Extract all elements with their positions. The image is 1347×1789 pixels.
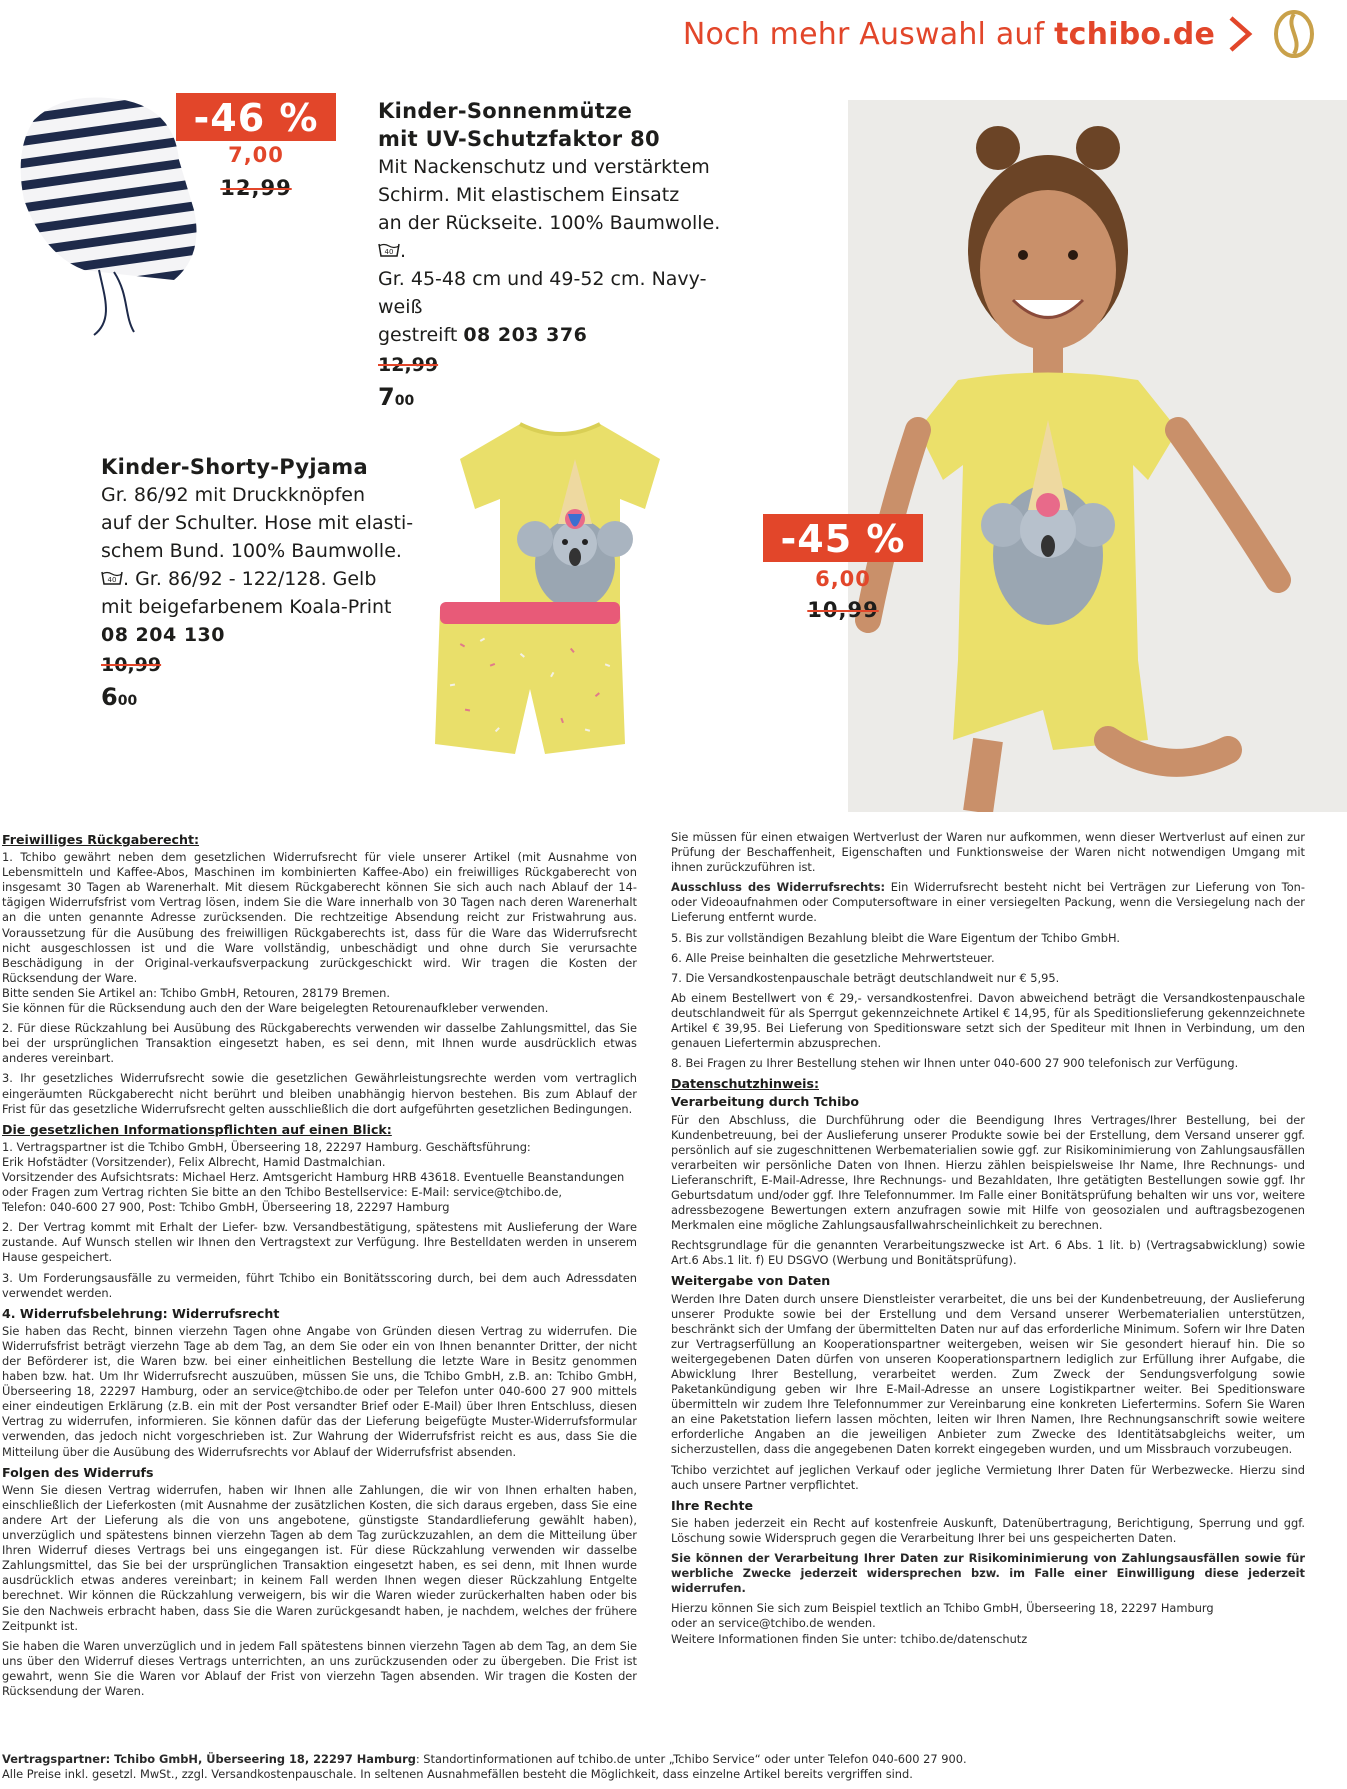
- discount-badge-hat: -46 %: [176, 93, 336, 141]
- legal-paragraph: 1. Vertragspartner ist die Tchibo GmbH, Überseering 18, 22297 Hamburg. Geschäftsführung: Erik Hofstädter (Vorsitzender), Felix Albrecht, Hamid Dastmalchian. Vorsitzender des Aufsichtsrats: Michael Herz. Amtsgericht Hamburg HRB 43618. Eventuelle Beanstandungen oder Fragen zum Vertrag richten Sie bitte an den Tchibo Bestellservice: E-Mail: service@tchibo.de, Telefon: 040-600 27 900, Post: Tchibo GmbH, Überseering 18, 22297 Hamburg: [2, 1139, 625, 1215]
- pyjama-badge-price: 6,00: [815, 567, 871, 591]
- product-title-line2: mit UV-Schutzfaktor 80: [378, 127, 660, 151]
- product-title: Kinder-Sonnenmütze: [378, 99, 633, 123]
- legal-paragraph: Sie müssen für einen etwaigen Wertverlust der Waren nur aufkommen, wenn dieser Wertverlust auf einen zur Prüfung der Beschaffenheit, Eigenschaften und Funktionsweise der Waren nicht notwendigen Umgang mit ihnen zurückzuführen ist.: [671, 830, 1305, 875]
- header-brand: tchibo.de: [1054, 16, 1215, 52]
- header-text: Noch mehr Auswahl auf tchibo.de: [682, 16, 1215, 52]
- product-description: Mit Nackenschutz und verstärktem Schirm. Mit elastischem Einsatz an der Rückseite. 100% Baumwolle. 40 . Gr. 45-48 cm und 49-52 cm. Navy-weiß gestreift 08 203 376: [378, 156, 721, 346]
- legal-paragraph: Sie haben die Waren unverzüglich und in jedem Fall spätestens binnen vierzehn Tagen ab dem Tag, an dem Sie uns über den Widerruf dieses Vertrags unterrichten, an uns zurückzusenden oder zu übergeben. Die Frist ist gewahrt, wenn Sie die Waren vor Ablauf der Frist von vierzehn Tagen absenden. Wir tragen die Kosten der Rücksendung der Waren.: [2, 1638, 637, 1698]
- article-number: 08 204 130: [101, 624, 225, 646]
- legal-paragraph: 3. Ihr gesetzliches Widerrufsrecht sowie die gesetzlichen Gewährleistungsrechte werden vom vertraglich eingeräumten Rückgaberecht nicht berührt und bleiben unabhängig hiervon bestehen. Bis zum Ablauf der Frist für das gesetzliche Widerrufsrecht gelten ausschließlich die dort aufgeführten gesetzlichen Bedingungen.: [2, 1071, 637, 1116]
- washing-40-icon: [101, 569, 123, 587]
- legal-text-right: [671, 830, 1305, 1652]
- legal-paragraph: Hierzu können Sie sich zum Beispiel textlich an Tchibo GmbH, Überseering 18, 22297 Hamburg oder an service@tchibo.de wenden. Weitere Informationen finden Sie unter: tchibo.de/datenschutz: [671, 1601, 1214, 1646]
- legal-paragraph: Tchibo verzichtet auf jeglichen Verkauf oder jegliche Vermietung Ihrer Daten für Werbezwecke. Hierzu sind auch unsere Partner verpflichtet.: [671, 1462, 1305, 1492]
- child-illustration: [848, 100, 1347, 812]
- privacy-link: Weitere Informationen finden Sie unter: tchibo.de/datenschutz: [671, 1631, 1028, 1646]
- product-description: Gr. 86/92 mit Druckknöpfen auf der Schulter. Hose mit elasti- schem Bund. 100% Baumwolle. 40 . Gr. 86/92 - 122/128. Gelb mit beigefarbenem Koala-Print: [101, 484, 414, 618]
- legal-heading: Datenschutzhinweis:: [671, 1076, 819, 1092]
- header-link[interactable]: [683, 10, 1317, 58]
- legal-paragraph: 3. Um Forderungsausfälle zu vermeiden, führt Tchibo ein Bonitätsscoring durch, bei dem auch Adressdaten verwendet werden.: [2, 1270, 637, 1300]
- legal-text-left: [2, 830, 637, 1704]
- legal-paragraph: Sie haben das Recht, binnen vierzehn Tagen ohne Angabe von Gründen diesen Vertrag zu widerrufen. Die Widerrufsfrist beträgt vierzehn Tage ab dem Tag, an dem Sie oder ein von Ihnen benannter Dritter, der nicht der Beförderer ist, die Waren bzw. bei einer einheitlichen Bestellung die letzte Ware in Besitz genommen haben bzw. hat. Um Ihr Widerrufsrecht auszuüben, müssen Sie uns, die Tchibo GmbH, z.B. an: Tchibo GmbH, Überseering 18, 22297 Hamburg, oder an service@tchibo.de oder per Telefon unter 040-600 27 900 mittels einer eindeutigen Erklärung (z.B. ein mit der Post versandter Brief oder E-Mail) über Ihren Entschluss, diesen Vertrag zu widerrufen, informieren. Sie können dafür das der Lieferung beigefügte Muster-Widerrufsformular verwenden, das jedoch nicht vorgeschrieben ist. Zur Wahrung der Widerrufsfrist reicht es aus, dass Sie die Mitteilung über die Ausübung des Widerrufsrechts vor Ablauf der Widerrufsfrist absenden.: [2, 1323, 637, 1459]
- old-price: 12,99: [378, 354, 439, 376]
- legal-heading: Weitergabe von Daten: [671, 1273, 831, 1289]
- chevron-right-icon: [1223, 14, 1257, 54]
- tchibo-bean-logo: [1271, 9, 1317, 59]
- current-price: $7^{00}$: [378, 383, 415, 411]
- legal-paragraph: Rechtsgrundlage für die genannten Verarbeitungszwecke ist Art. 6 Abs. 1 lit. b) (Vertragsabwicklung) sowie Art.6 Abs.1 lit. f) EU DSGVO (Werbung und Bonitätsprüfung).: [671, 1238, 1305, 1268]
- hat-badge-price: 7,00: [228, 143, 284, 167]
- legal-heading: Freiwilliges Rückgaberecht:: [2, 832, 200, 847]
- footer-line: Alle Preise inkl. gesetzl. MwSt., zzgl. Versandkostenpauschale. In seltenen Ausnahmefällen besteht die Möglichkeit, dass einzelne Artikel bereits vergriffen sind.: [2, 1767, 913, 1782]
- product-pyjama: [101, 453, 421, 713]
- discount-badge-pyjama: -45 %: [763, 514, 923, 562]
- legal-heading: 4. Widerrufsbelehrung: Widerrufsrecht: [2, 1305, 280, 1321]
- legal-paragraph: 1. Tchibo gewährt neben dem gesetzlichen Widerrufsrecht für viele unserer Artikel (mit Ausnahme von Lebensmitteln und Kaffee-Abos, Maschinen im kombinierten Kaffee-Abo) ein freiwilliges Rückgaberecht von insgesamt 30 Tagen ab Warenerhalt. Mit diesem Rückgaberecht können Sie sich auch nach Ablauf der 14-tägigen Widerrufsfrist vom Vertrag lösen, indem Sie die Ware innerhalb von 30 Tagen nach deren Warenerhalt an die unten genannte Adresse zurücksenden. Die rechtzeitige Absendung reicht zur Fristwahrung aus. Voraussetzung für die Ausübung des freiwilligen Rückgaberechts ist, dass für die Ware das Widerrufsrecht nicht ausgeschlossen ist und die Ware vollständig, unbeschädigt und ohne durch Sie verursachte Beschädigung in der Original-verkaufsverpackung zurückgeschickt wird. Wir tragen die Kosten der Rücksendung der Ware. Bitte senden Sie Artikel an: Tchibo GmbH, Retouren, 28179 Bremen. Sie können für die Rücksendung auch den der Ware beigelegten Retourenaufkleber verwenden.: [2, 850, 637, 1016]
- footer: [2, 1752, 1302, 1782]
- legal-paragraph: Sie können der Verarbeitung Ihrer Daten zur Risikominimierung von Zahlungsausfällen sowie für werbliche Zwecke jederzeit widersprechen bzw. im Falle einer Einwilligung diese jederzeit widerrufen.: [671, 1551, 1305, 1596]
- washing-40-icon: [378, 241, 400, 259]
- legal-heading: Verarbeitung durch Tchibo: [671, 1094, 860, 1110]
- hat-badge-old-price: 12,99: [220, 176, 292, 200]
- child-photo: [848, 100, 1347, 812]
- pyjama-badge-old-price: 10,99: [807, 598, 879, 622]
- current-price: $6^{00}$: [101, 683, 138, 711]
- legal-paragraph: Werden Ihre Daten durch unsere Dienstleister verarbeitet, die uns bei der Kundenbetreuung, der Auslieferung unserer Produkte sowie bei der Erstellung und dem Versand unserer Werbematerialien unterstützen, beschränkt sich der Umfang der übermittelten Daten nur auf das erforderliche Minimum. Sofern wir Ihre Daten zur Vertragserfüllung an Kooperationspartner weitergeben, weisen wir Sie gesondert hierauf hin. Die so weitergegebenen Daten dürfen von unseren Kooperationspartnern lediglich zur Erfüllung ihrer Aufgabe, die Abwicklung Ihrer Bestellung, verarbeitet werden. Zum Zweck der Sendungsverfolgung sowie Paketankündigung geben wir Ihre E-Mail-Adresse an unsere Logistikpartner weiter. Bei Speditionsware übermitteln wir zudem Ihre Telefonnummer zur Vereinbarung eine konkreten Liefertermins. Sofern Sie Waren an eine Paketstation liefern lassen möchten, leiten wir Ihren Namen, Ihre Rechnungsanschrift sowie weitere erforderliche Angaben an die jeweiligen Anbieter zum Zwecke des Identitätsabgleichs weiter, um sicherzustellen, dass die angegebenen Daten korrekt eingegeben wurden, und um Missbrauch vorzubeugen.: [671, 1291, 1305, 1457]
- legal-paragraph: Ausschluss des Widerrufsrechts: Ein Widerrufsrecht besteht nicht bei Verträgen zur Lieferung von Ton- oder Videoaufnahmen oder Computersoftware in einer versiegelten Packung, wenn die Versiegelung nach der Lieferung entfernt wurde.: [671, 880, 1305, 925]
- pyjama-shorts-image: [420, 594, 640, 764]
- svg-text:40: 40: [384, 248, 394, 256]
- footer-line: Vertragspartner: Tchibo GmbH, Überseering 18, 22297 Hamburg: Standortinformationen auf tchibo.de unter „Tchibo Service“ oder unter Telefon 040-600 27 900.: [2, 1752, 967, 1766]
- legal-paragraph: Für den Abschluss, die Durchführung oder die Beendigung Ihres Vertrages/Ihrer Bestellung, bei der Kundenbetreuung, bei der Auslieferung unserer Produkte sowie bei der Erstellung, dem Versand unserer ggf. persönlich auf sie zugeschnittenen Werbematerialien sowie ggf. zur Risikominimierung von Zahlungsausfällen verarbeiten wir persönliche Daten von Ihnen. Hierzu zählen beispielsweise Ihr Name, Ihre Rechnungs- und Lieferanschrift, E-Mail-Adresse, Ihre Rechnungs- und Bezahldaten, Ihre getätigten Bestellungen sowie ggf. Ihr Geburtsdatum und/oder ggf. Ihre Telefonnummer. Im Falle einer Bonitätsprüfung behalten wir uns vor, weitere adressbezogene Bewertungen extern anzufragen sowie mit Hilfe von geosozialen und auftragsbezogenen Merkmalen eine mögliche Zahlungsausfallwahrscheinlichkeit zu berechnen.: [671, 1112, 1305, 1233]
- old-price: 10,99: [101, 654, 162, 676]
- legal-paragraph: Ab einem Bestellwert von € 29,- versandkostenfrei. Davon abweichend beträgt die Versandkostenpauschale deutschlandweit für als Sperrgut gekennzeichnete Artikel € 14,95, für als Speditionslieferung gekennzeichnete Artikel € 39,95. Bei Lieferung von Speditionsware setzt sich der Spediteur mit Ihnen in Verbindung, um den genauen Liefertermin abzusprechen.: [671, 990, 1305, 1051]
- legal-heading: Folgen des Widerrufs: [2, 1464, 154, 1480]
- legal-paragraph: 7. Die Versandkostenpauschale beträgt deutschlandweit nur € 5,95.: [671, 970, 1060, 985]
- product-hat: [378, 97, 748, 413]
- svg-text:40: 40: [107, 576, 117, 584]
- article-number: 08 203 376: [463, 324, 588, 346]
- legal-paragraph: 2. Für diese Rückzahlung bei Ausübung des Rückgaberechts verwenden wir dasselbe Zahlungsmittel, das Sie bei der ursprünglichen Transaktion eingesetzt haben, es sei denn, mit Ihnen wurde ausdrücklich etwas anderes vereinbart.: [2, 1021, 637, 1066]
- legal-paragraph: Wenn Sie diesen Vertrag widerrufen, haben wir Ihnen alle Zahlungen, die wir von Ihnen erhalten haben, einschließlich der Lieferkosten (mit Ausnahme der zusätzlichen Kosten, die sich daraus ergeben, dass Sie eine andere Art der Lieferung als die von uns angebotene, günstigste Standardlieferung gewählt haben), unverzüglich und spätestens binnen vierzehn Tagen ab dem Tag zurückzuzahlen, an dem die Mitteilung über Ihren Widerruf dieses Vertrags bei uns eingegangen ist. Für diese Rückzahlung verwenden wir dasselbe Zahlungsmittel, das Sie bei der ursprünglichen Transaktion eingesetzt haben, es sei denn, mit Ihnen wurde ausdrücklich etwas anderes vereinbart; in keinem Fall werden Ihnen wegen dieser Rückzahlung Entgelte berechnet. Wir können die Rückzahlung verweigern, bis wir die Waren wieder zurückerhalten haben oder bis Sie den Nachweis erbracht haben, dass Sie die Waren zurückgesandt haben, je nachdem, welches der frühere Zeitpunkt ist.: [2, 1482, 637, 1633]
- product-title: Kinder-Shorty-Pyjama: [101, 455, 368, 479]
- legal-paragraph: 8. Bei Fragen zu Ihrer Bestellung stehen wir Ihnen unter 040-600 27 900 telefonisch zur Verfügung.: [671, 1056, 1239, 1071]
- legal-paragraph: 6. Alle Preise beinhalten die gesetzliche Mehrwertsteuer.: [671, 950, 995, 965]
- legal-paragraph: 2. Der Vertrag kommt mit Erhalt der Liefer- bzw. Versandbestätigung, spätestens mit Auslieferung der Ware zustande. Auf Wunsch stellen wir Ihnen den Vertragstext zur Verfügung. Ihre Bestelldaten werden in unserem Hause gespeichert.: [2, 1220, 637, 1265]
- legal-paragraph: 5. Bis zur vollständigen Bezahlung bleibt die Ware Eigentum der Tchibo GmbH.: [671, 930, 1120, 945]
- legal-heading: Die gesetzlichen Informationspflichten auf einen Blick:: [2, 1121, 392, 1137]
- legal-paragraph: Sie haben jederzeit ein Recht auf kostenfreie Auskunft, Datenübertragung, Berichtigung, Sperrung und ggf. Löschung sowie Widerspruch gegen die Verarbeitung Ihrer bei uns gespeicherten Daten.: [671, 1515, 1305, 1545]
- legal-heading: Ihre Rechte: [671, 1497, 754, 1513]
